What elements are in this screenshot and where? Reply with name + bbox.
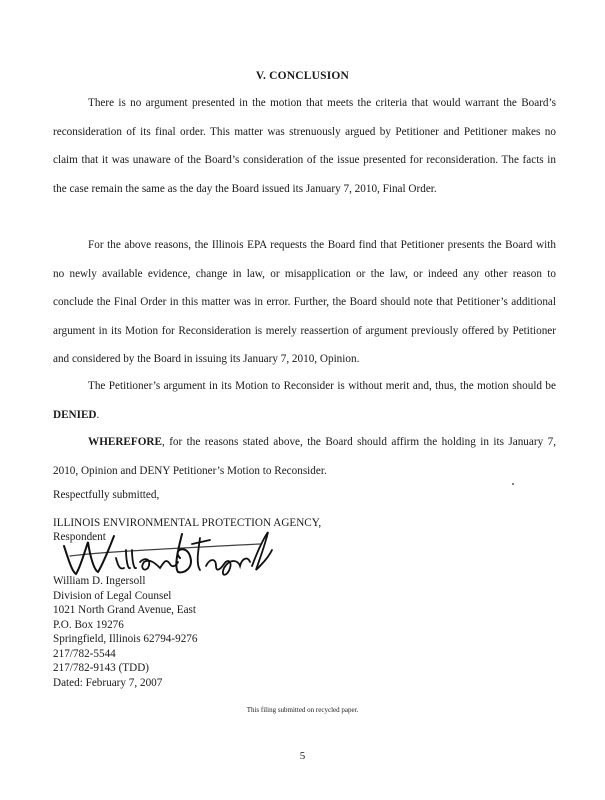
wherefore-emphasis: WHEREFORE — [88, 436, 162, 448]
paragraph-motion-denied-text: The Petitioner’s argument in its Motion to Reconsider is without merit and, thus, the motion should be — [88, 380, 556, 392]
signer-city: Springfield, Illinois 62794-9276 — [53, 633, 198, 645]
section-heading: V. CONCLUSION — [255, 70, 350, 82]
paragraph-reasons: For the above reasons, the Illinois EPA requests the Board find that Petitioner presents the Board with no newly available evidence, change in law, or misapplication or the law, or indeed any other reason to conclude the Final Order in this matter was in error. Further, the Board should note that Petitioner’s additional argument in its Motion for Reconsideration is merely reassertion of argument previously offered by Petitioner and considered by the Board in issuing its January 7, 2010, Opinion. — [53, 239, 556, 365]
paragraph-wherefore-text: , for the reasons stated above, the Board should affirm the holding in its January 7, 2010, Opinion and DENY Petitioner’s Motion to Reconsider. — [53, 436, 556, 477]
signer-date: Dated: February 7, 2007 — [53, 676, 163, 689]
handwritten-signature — [60, 528, 275, 580]
signer-tdd: 217/782-9143 (TDD) — [53, 662, 150, 674]
closing-line: Respectfully submitted, — [53, 489, 160, 501]
page-number: 5 — [299, 750, 306, 762]
paragraph-motion-denied — [53, 372, 556, 429]
recycled-paper-note: This filing submitted on recycled paper. — [246, 706, 359, 714]
agency-role: Respondent — [53, 531, 106, 543]
paragraph-wherefore — [53, 428, 556, 485]
signer-po-box: P.O. Box 19276 — [53, 618, 124, 631]
paragraph-argument: There is no argument presented in the motion that meets the criteria that would warrant the Board’s reconsideration of its final order. This matter was strenuously argued by Petitioner and Petitioner makes no claim that it was unaware of the Board’s consideration of the issue presented for reconsideration. The facts in the case remain the same as the day the Board issued its January 7, 2010, Final Order. — [53, 97, 556, 195]
signer-division: Division of Legal Counsel — [53, 589, 172, 602]
scan-speck — [512, 483, 514, 485]
signature-block — [53, 574, 198, 690]
signer-street: 1021 North Grand Avenue, East — [53, 604, 197, 616]
signer-name: William D. Ingersoll — [53, 575, 146, 587]
agency-name: ILLINOIS ENVIRONMENTAL PROTECTION AGENCY, — [53, 517, 322, 529]
paragraph-motion-denied-end: . — [96, 408, 100, 421]
denied-emphasis: DENIED — [53, 408, 97, 421]
signer-phone: 217/782-5544 — [53, 647, 116, 660]
